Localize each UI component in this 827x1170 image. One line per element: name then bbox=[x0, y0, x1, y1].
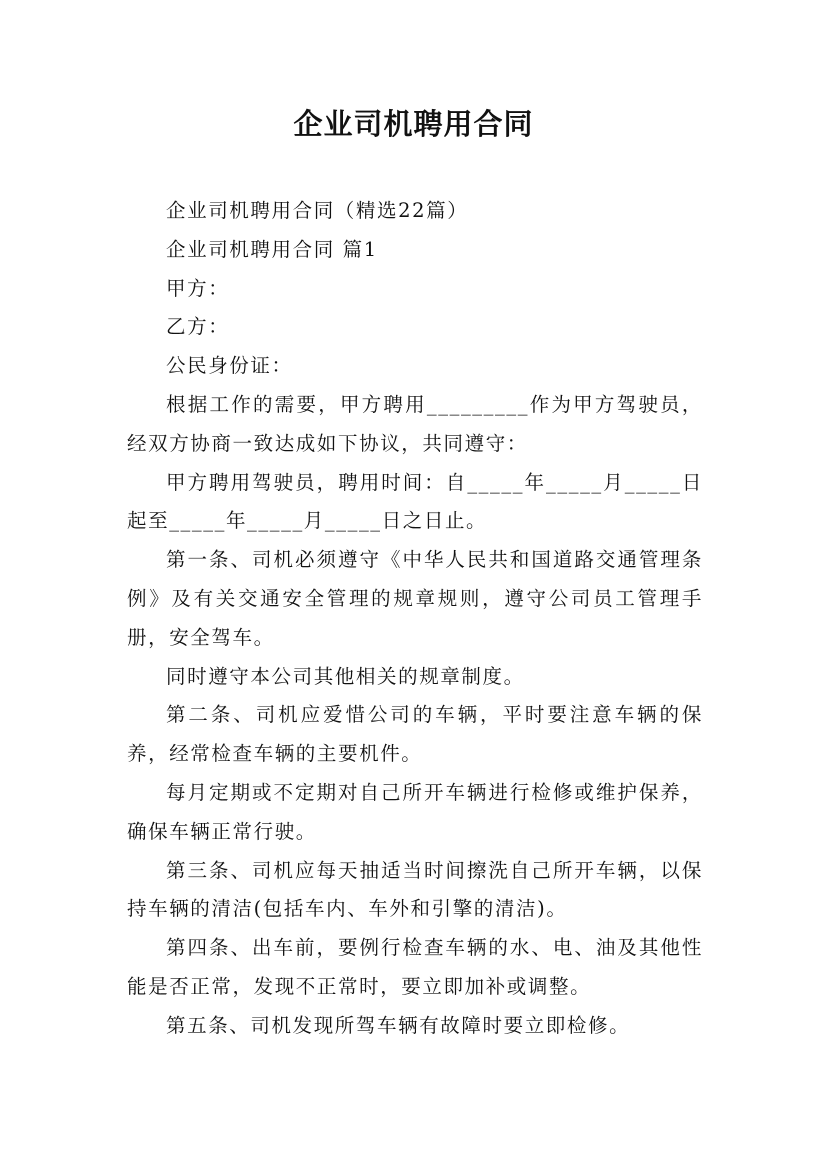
party-a-line: 甲方： bbox=[166, 276, 230, 300]
document-title: 企业司机聘用合同 bbox=[293, 107, 534, 141]
preamble-paragraph: 根据工作的需要，甲方聘用_________作为甲方驾驶员，经双方协商一致达成如下协议，共同遵守： bbox=[127, 392, 703, 455]
subtitle-paragraph: 企业司机聘用合同（精选22篇） bbox=[166, 199, 469, 222]
employment-period-paragraph: 甲方聘用驾驶员，聘用时间：自_____年_____月_____日起至_____年_____月_____日之日止。 bbox=[127, 470, 703, 533]
article-4-paragraph: 第四条、出车前，要例行检查车辆的水、电、油及其他性能是否正常，发现不正常时，要立即加补或调整。 bbox=[127, 936, 703, 998]
id-card-line: 公民身份证： bbox=[166, 354, 293, 378]
article-5-paragraph: 第五条、司机发现所驾车辆有故障时要立即检修。 bbox=[166, 1013, 631, 1037]
party-b-line: 乙方： bbox=[166, 315, 230, 339]
article-3-paragraph: 第三条、司机应每天抽适当时间擦洗自己所开车辆，以保持车辆的清洁(包括车内、车外和引擎的清洁)。 bbox=[127, 858, 703, 921]
article-2-paragraph: 第二条、司机应爱惜公司的车辆，平时要注意车辆的保养，经常检查车辆的主要机件。 bbox=[127, 703, 703, 766]
article-1-paragraph: 第一条、司机必须遵守《中华人民共和国道路交通管理条例》及有关交通安全管理的规章规则，遵守公司员工管理手册，安全驾车。 bbox=[127, 548, 703, 649]
company-rules-paragraph: 同时遵守本公司其他相关的规章制度。 bbox=[166, 664, 525, 688]
maintenance-paragraph: 每月定期或不定期对自己所开车辆进行检修或维护保养，确保车辆正常行驶。 bbox=[127, 780, 703, 843]
section-heading-paragraph: 企业司机聘用合同 篇1 bbox=[166, 237, 378, 261]
document-body bbox=[127, 192, 703, 1046]
